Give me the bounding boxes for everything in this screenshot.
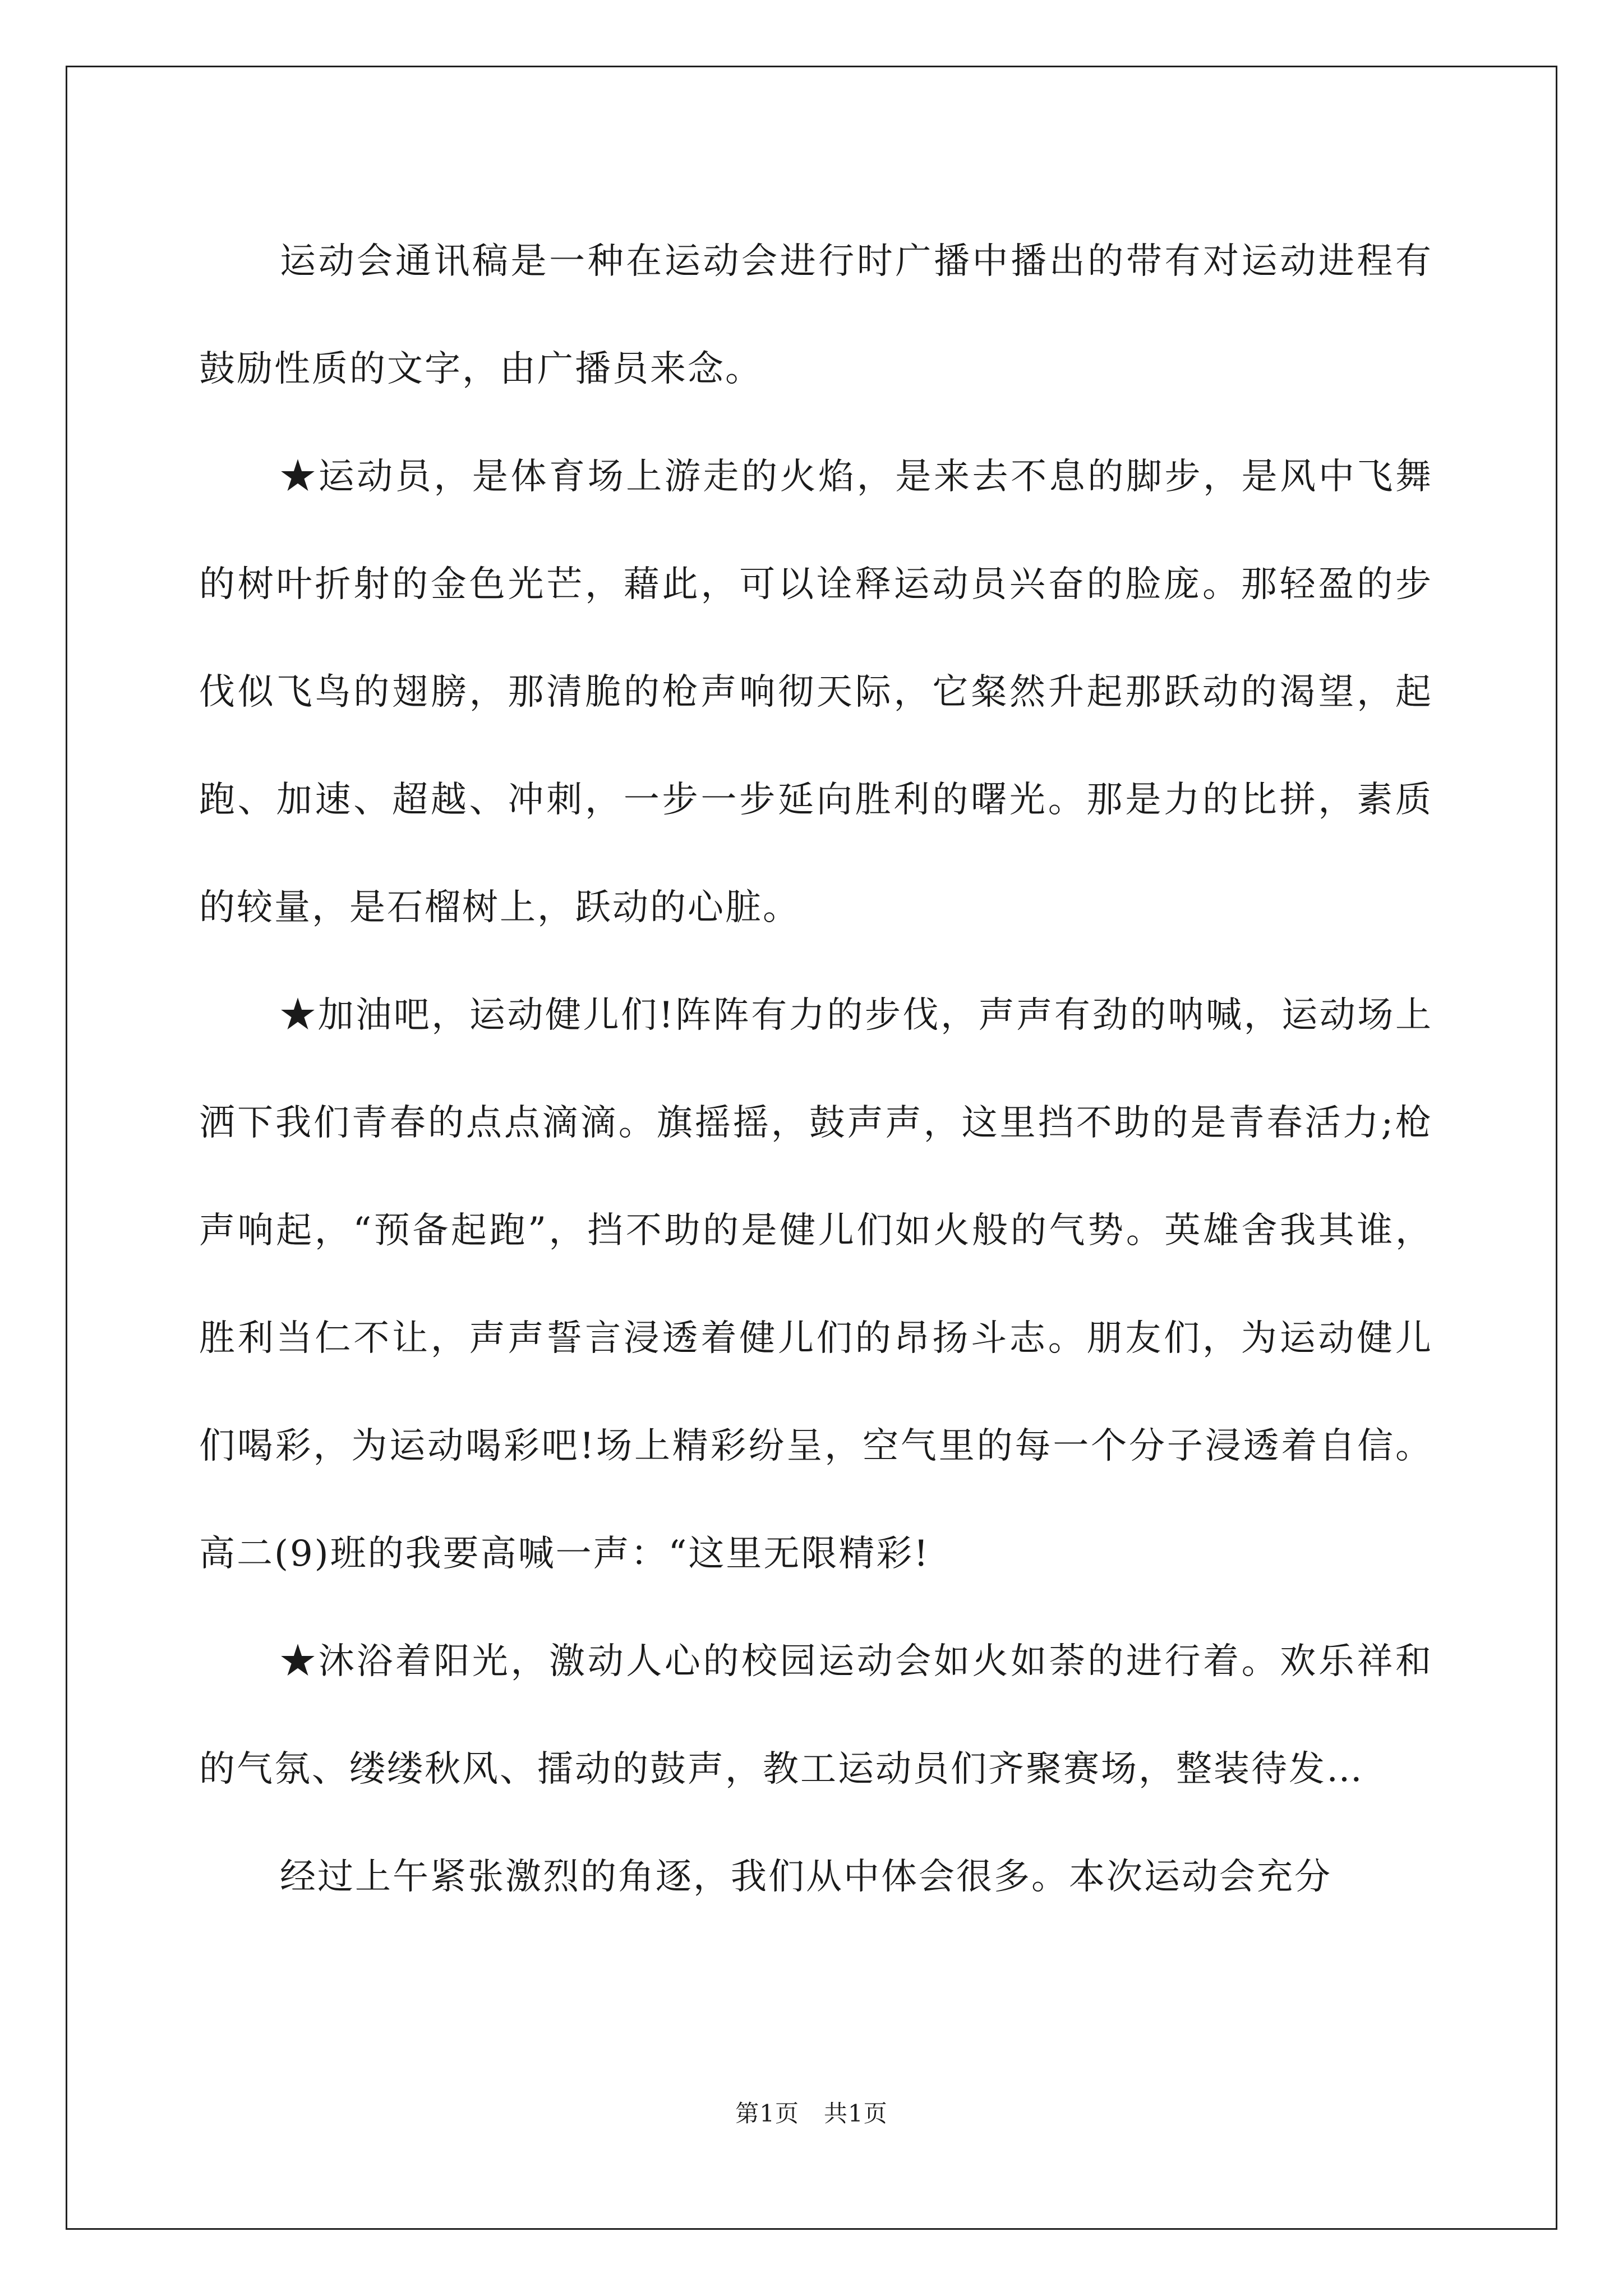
page-number: 第1页	[735, 2100, 799, 2127]
paragraph-sunshine: ★沐浴着阳光，激动人心的校园运动会如火如荼的进行着。欢乐祥和的气氛、缕缕秋风、擂动的鼓声，教工运动员们齐聚赛场，整装待发…	[199, 1641, 1433, 1790]
document-body	[199, 208, 1433, 1931]
paragraph-morning: 经过上午紧张激烈的角逐，我们从中体会很多。本次运动会充分	[280, 1856, 1332, 1898]
page-total: 共1页	[824, 2100, 888, 2127]
paragraph-intro: 运动会通讯稿是一种在运动会进行时广播中播出的带有对运动进程有鼓励性质的文字，由广播员来念。	[199, 241, 1433, 390]
paragraph-athletes: ★运动员，是体育场上游走的火焰，是来去不息的脚步，是风中飞舞的树叶折射的金色光芒，藉此，可以诠释运动员兴奋的脸庞。那轻盈的步伐似飞鸟的翅膀，那清脆的枪声响彻天际，它粲然升起那跃动的渴望，起跑、加速、超越、冲刺，一步一步延向胜利的曙光。那是力的比拼，素质的较量，是石榴树上，跃动的心脏。	[199, 456, 1433, 928]
paragraph-cheer: ★加油吧，运动健儿们!阵阵有力的步伐，声声有劲的呐喊，运动场上洒下我们青春的点点滴滴。旗摇摇，鼓声声，这里挡不助的是青春活力;枪声响起，“预备起跑”，挡不助的是健儿们如火般的气势。英雄舍我其谁，胜利当仁不让，声声誓言浸透着健儿们的昂扬斗志。朋友们，为运动健儿们喝彩，为运动喝彩吧!场上精彩纷呈，空气里的每一个分子浸透着自信。高二(9)班的我要高喊一声：“这里无限精彩!	[199, 995, 1433, 1575]
page-footer	[0, 2095, 1623, 2129]
